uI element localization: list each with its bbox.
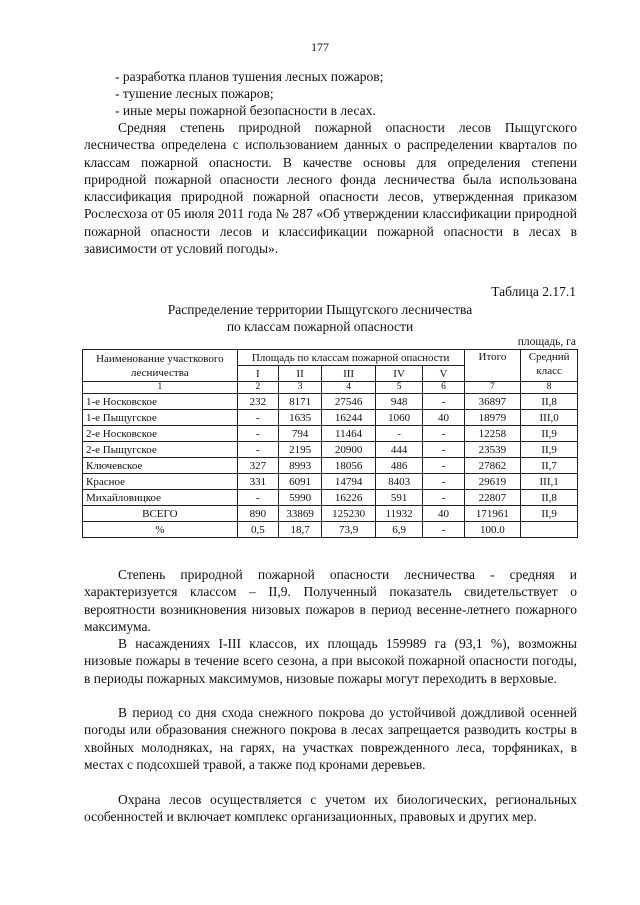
table-row	[83, 394, 578, 410]
table-cell: 171961	[464, 506, 521, 522]
table-cell: II,9	[521, 426, 578, 442]
header-avg-cell: Средний класс	[521, 350, 578, 382]
table-cell: II,9	[521, 442, 578, 458]
table-cell: II,8	[521, 394, 578, 410]
row-name-cell: Красное	[83, 474, 238, 490]
paragraph-methodology: Средняя степень природной пожарной опасности лесов Пыщугского лесничества определена с использованием данных о распределении кварталов по классам пожарной опасности. В качестве основы для определения степени природной пожарной опасности лесного фонда лесничества была использована классификация природной пожарной опасности лесов, утвержденная приказом Рослесхоза от 05 июля 2011 года № 287 «Об утверждении классификации природной пожарной опасности лесов и классификации пожарной опасности в лесах в зависимости от условий погоды».	[84, 120, 577, 257]
paragraph-protection: Охрана лесов осуществляется с учетом их биологических, региональных особенностей и включает комплекс организационных, правовых и других мер.	[84, 792, 577, 825]
class-header-cell: II	[278, 366, 321, 382]
table-cell: 6091	[278, 474, 321, 490]
table-cell: 18979	[464, 410, 521, 426]
table-cell: 27546	[322, 394, 376, 410]
table-cell: 591	[375, 490, 422, 506]
paragraph-restrictions: В период со дня схода снежного покрова до устойчивой дождливой осенней погоды или образования снежного покрова в лесах запрещается разводить костры в хвойных молодняках, на гарях, на участках поврежденного леса, торфяниках, в местах с подсохшей травой, а также под кронами деревьев.	[84, 705, 577, 772]
table-cell: -	[237, 426, 278, 442]
table-cell: -	[423, 490, 464, 506]
table-cell: 16226	[322, 490, 376, 506]
table-cell: 8403	[375, 474, 422, 490]
row-name-cell: 2-е Носковское	[83, 426, 238, 442]
table-cell: 890	[237, 506, 278, 522]
table-row	[83, 410, 578, 426]
table-cell: 20900	[322, 442, 376, 458]
table-cell: II,7	[521, 458, 578, 474]
table-cell: 40	[423, 410, 464, 426]
header-total-cell: Итого	[464, 350, 521, 382]
table-cell: 0,5	[237, 522, 278, 538]
table-cell: 100.0	[464, 522, 521, 538]
table-cell: 12258	[464, 426, 521, 442]
column-number-cell: 8	[521, 382, 578, 394]
table-cell: -	[237, 442, 278, 458]
table-cell: 1060	[375, 410, 422, 426]
column-number-cell: 6	[423, 382, 464, 394]
table-row	[83, 474, 578, 490]
table-cell: 14794	[322, 474, 376, 490]
table-cell: II,8	[521, 490, 578, 506]
table-cell: -	[237, 410, 278, 426]
table-cell: 16244	[322, 410, 376, 426]
paragraph-fire-degree: Степень природной пожарной опасности лесничества - средняя и характеризуется классом – II,9. Полученный показатель свидетельствует о вероятности возникновения низовых пожаров в период весенне-летнего пожарного максимума.	[84, 567, 577, 634]
table-cell: -	[237, 490, 278, 506]
table-cell: -	[423, 442, 464, 458]
table-cell: -	[423, 522, 464, 538]
row-name-cell: Михайловицкое	[83, 490, 238, 506]
column-number-cell: 1	[83, 382, 238, 394]
table-cell: III,0	[521, 410, 578, 426]
table-cell: 2195	[278, 442, 321, 458]
table-total-row	[83, 506, 578, 522]
table-cell: 36897	[464, 394, 521, 410]
table-header-row	[83, 350, 578, 366]
table-cell: 948	[375, 394, 422, 410]
table-cell: -	[375, 426, 422, 442]
table-cell: 331	[237, 474, 278, 490]
table-cell: 486	[375, 458, 422, 474]
class-header-cell: I	[237, 366, 278, 382]
column-number-row	[83, 382, 578, 394]
table-cell: II,9	[521, 506, 578, 522]
row-name-cell: %	[83, 522, 238, 538]
column-number-cell: 5	[375, 382, 422, 394]
column-number-cell: 7	[464, 382, 521, 394]
table-cell: 444	[375, 442, 422, 458]
table-cell: 232	[237, 394, 278, 410]
table-label: Таблица 2.17.1	[491, 284, 576, 299]
row-name-cell: 1-е Носковское	[83, 394, 238, 410]
column-number-cell: 4	[322, 382, 376, 394]
class-header-cell: IV	[375, 366, 422, 382]
list-item: - иные меры пожарной безопасности в лесах.	[115, 103, 376, 118]
row-name-cell: 1-е Пыщугское	[83, 410, 238, 426]
table-cell: 18,7	[278, 522, 321, 538]
table-row	[83, 458, 578, 474]
table-cell: 125230	[322, 506, 376, 522]
table-cell: -	[423, 426, 464, 442]
table-row	[83, 490, 578, 506]
class-header-cell: V	[423, 366, 464, 382]
table-cell: 6,9	[375, 522, 422, 538]
table-cell: 73,9	[322, 522, 376, 538]
table-cell: 8171	[278, 394, 321, 410]
table-cell: 1635	[278, 410, 321, 426]
table-cell: 794	[278, 426, 321, 442]
table-cell: 33869	[278, 506, 321, 522]
table-cell: 5990	[278, 490, 321, 506]
table-row	[83, 442, 578, 458]
table-row	[83, 426, 578, 442]
table-cell: III,1	[521, 474, 578, 490]
table-cell: 40	[423, 506, 464, 522]
table-title-line: Распределение территории Пыщугского лесничества	[167, 302, 473, 317]
table-cell: 29619	[464, 474, 521, 490]
table-cell: 27862	[464, 458, 521, 474]
list-item: - разработка планов тушения лесных пожаров;	[115, 69, 384, 84]
header-name-cell: Наименование участкового лесничества	[83, 350, 238, 382]
table-cell	[521, 522, 578, 538]
table-title	[0, 301, 640, 335]
table-cell: 11464	[322, 426, 376, 442]
row-name-cell: ВСЕГО	[83, 506, 238, 522]
table-cell: 22807	[464, 490, 521, 506]
table-cell: 11932	[375, 506, 422, 522]
list-item: - тушение лесных пожаров;	[115, 86, 274, 101]
measures-list	[115, 68, 585, 119]
table-cell: 327	[237, 458, 278, 474]
table-cell: -	[423, 394, 464, 410]
table-percent-row	[83, 522, 578, 538]
class-header-cell: III	[322, 366, 376, 382]
page-number: 177	[311, 40, 329, 54]
paragraph-classes: В насаждениях I-III классов, их площадь 159989 га (93,1 %), возможны низовые пожары в течение всего сезона, а при высокой пожарной опасности погоды, в периоды пожарных максимумов, низовые пожары могут переходить в верховые.	[84, 636, 577, 686]
table-unit: площадь, га	[517, 336, 576, 348]
header-area-cell: Площадь по классам пожарной опасности	[237, 350, 464, 366]
row-name-cell: Ключевское	[83, 458, 238, 474]
table-cell: 18056	[322, 458, 376, 474]
table-cell: -	[423, 458, 464, 474]
fire-class-table	[82, 349, 578, 538]
column-number-cell: 2	[237, 382, 278, 394]
table-title-line: по классам пожарной опасности	[226, 319, 414, 334]
column-number-cell: 3	[278, 382, 321, 394]
table-cell: 23539	[464, 442, 521, 458]
row-name-cell: 2-е Пыщугское	[83, 442, 238, 458]
table-cell: -	[423, 474, 464, 490]
table-cell: 8993	[278, 458, 321, 474]
